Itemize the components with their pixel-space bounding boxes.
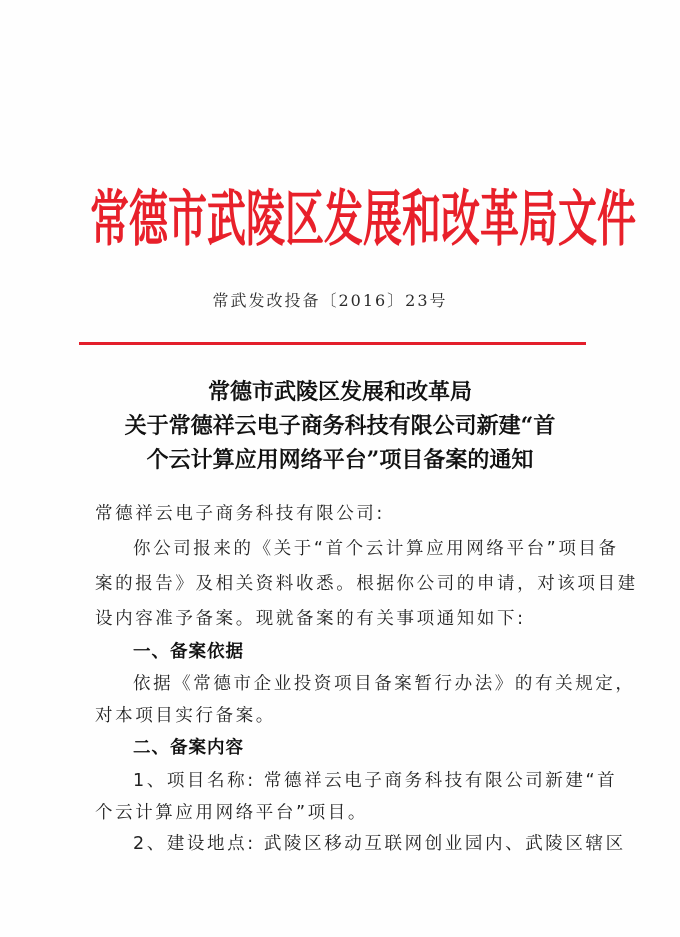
notice-title-line-1: 常德市武陵区发展和改革局 <box>207 379 472 405</box>
notice-title-line-2: 关于常德祥云电子商务科技有限公司新建“首 <box>124 413 556 439</box>
notice-title <box>80 375 600 477</box>
section-2-item-1-line-1: 1、项目名称: 常德祥云电子商务科技有限公司新建“首 <box>133 771 618 791</box>
section-2-heading: 二、备案内容 <box>133 738 244 758</box>
section-2-item-1-line-2: 个云计算应用网络平台”项目。 <box>95 803 368 823</box>
notice-title-line-3: 个云计算应用网络平台”项目备案的通知 <box>146 447 534 473</box>
document-number: 常武发改投备〔2016〕23号 <box>212 291 448 310</box>
section-1-heading: 一、备案依据 <box>133 642 244 662</box>
red-divider-line <box>79 342 586 345</box>
section-1-line-1: 依据《常德市企业投资项目备案暂行办法》的有关规定， <box>133 674 636 694</box>
section-1-line-2: 对本项目实行备案。 <box>95 706 276 726</box>
section-2-item-2-line-1: 2、建设地点: 武陵区移动互联网创业园内、武陵区辖区 <box>133 834 626 854</box>
addressee: 常德祥云电子商务科技有限公司: <box>95 504 385 524</box>
intro-line-1: 你公司报来的《关于“首个云计算应用网络平台”项目备 <box>133 539 619 559</box>
intro-line-2: 案的报告》及相关资料收悉。根据你公司的申请，对该项目建 <box>95 574 638 594</box>
intro-line-3: 设内容准予备案。现就备案的有关事项通知如下: <box>95 609 526 629</box>
issuer-header-title: 常德市武陵区发展和改革局文件 <box>90 185 637 255</box>
